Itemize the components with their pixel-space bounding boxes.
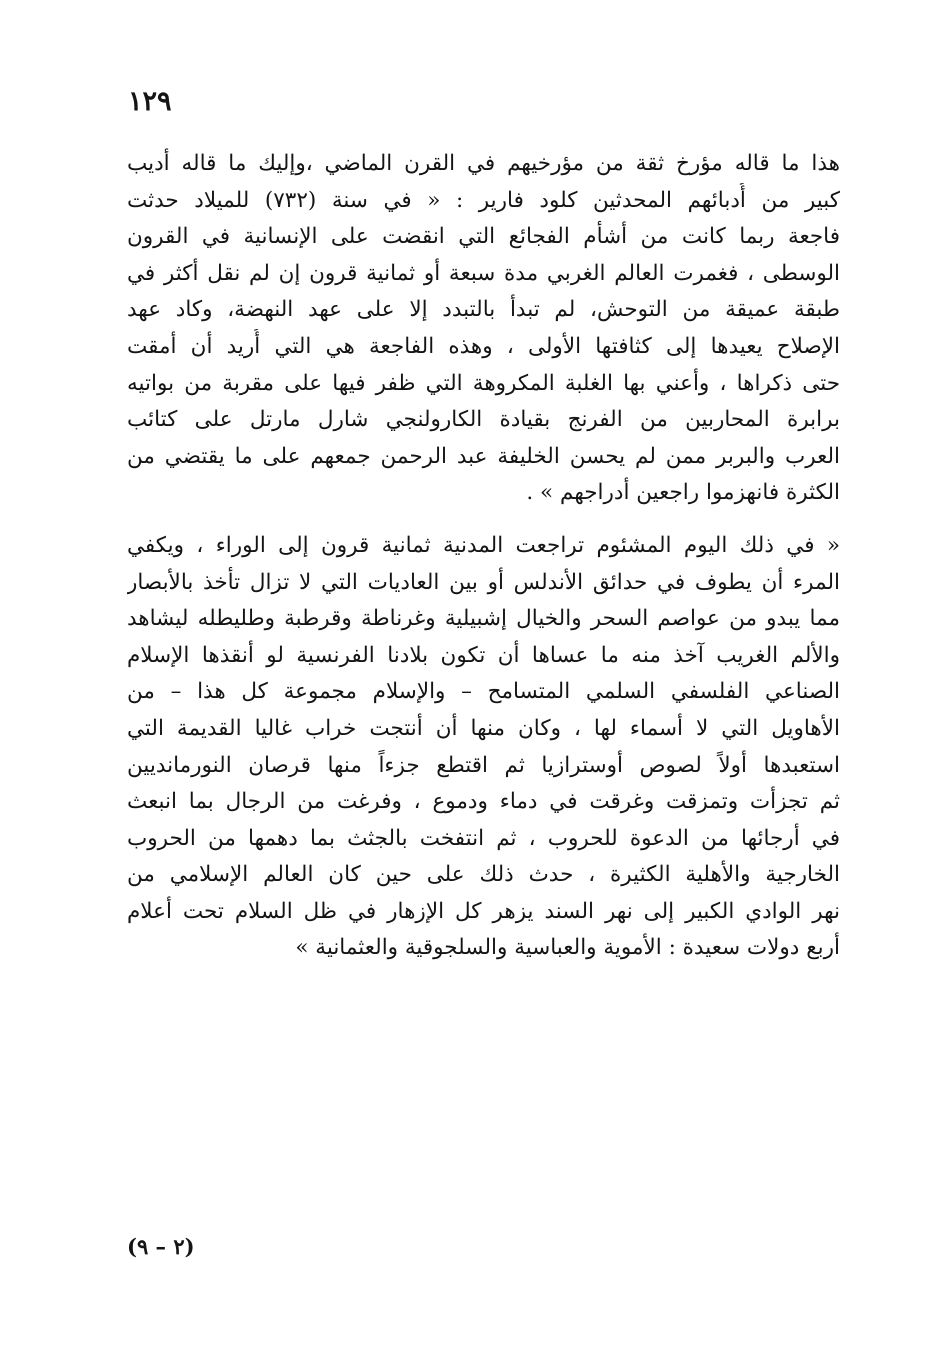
- text-line: والألم الغريب آخذ منه ما عساها أن تكون بلادنا الفرنسية لو أنقذها الإسلام: [127, 642, 840, 668]
- text-line: في أرجائها من الدعوة للحروب ، ثم انتفخت بالجثث بما دهمها من الحروب: [127, 825, 840, 851]
- signature-mark: (٢ – ٩): [127, 1234, 195, 1259]
- text-line: برابرة المحاربين من الفرنج بقيادة الكارولنجي شارل مارتل على كتائب: [127, 407, 840, 433]
- text-line: العرب والبربر ممن لم يحسن الخليفة عبد الرحمن جمعهم على ما يقتضي من: [127, 443, 840, 469]
- text-line: المرء أن يطوف في حدائق الأندلس أو بين العاديات التي لا تزال تأخذ بالأبصار: [127, 569, 840, 595]
- body-text: [127, 146, 840, 967]
- text-line: حتى ذكراها ، وأعني بها الغلبة المكروهة التي ظفر فيها على مقربة من بواتيه: [127, 370, 840, 396]
- text-line: الخارجية والأهلية الكثيرة ، حدث ذلك على حين كان العالم الإسلامي من: [127, 862, 840, 888]
- text-line: طبقة عميقة من التوحش، لم تبدأ بالتبدد إلا على عهد النهضة، وكاد عهد: [127, 297, 840, 323]
- page-number: ١٢٩: [128, 86, 172, 117]
- text-line: الكثرة فانهزموا راجعين أدراجهم » .: [526, 480, 840, 506]
- text-line: أربع دولات سعيدة : الأموية والعباسية والسلجوقية والعثمانية »: [295, 935, 840, 961]
- text-line: الأهاويل التي لا أسماء لها ، وكان منها أن أنتجت خراب غاليا القديمة التي: [127, 715, 840, 741]
- text-line: الصناعي الفلسفي السلمي المتسامح – والإسلام مجموعة كل هذا – من: [127, 679, 840, 705]
- text-line: كبير من أُدبائهم المحدثين كلود فارير : « في سنة (٧٣٢) للميلاد حدثت: [127, 187, 840, 213]
- paragraph-1: [127, 146, 840, 512]
- text-line: مما يبدو من عواصم السحر والخيال إشبيلية وغرناطة وقرطبة وطليطله ليشاهد: [127, 606, 840, 632]
- text-line: « في ذلك اليوم المشئوم تراجعت المدنية ثمانية قرون إلى الوراء ، ويكفي: [127, 532, 840, 558]
- text-line: ثم تجزأت وتمزقت وغرقت في دماء ودموع ، وفرغت من الرجال بما انبعث: [127, 789, 840, 815]
- text-line: هذا ما قاله مؤرخ ثقة من مؤرخيهم في القرن الماضي ،وإليك ما قاله أديب: [127, 151, 840, 176]
- paragraph-2: [127, 528, 840, 967]
- text-line: نهر الوادي الكبير إلى نهر السند يزهر كل الإزهار في ظل السلام تحت أعلام: [127, 898, 840, 924]
- text-line: فاجعة ربما كانت من أشأم الفجائع التي انقضت على الإنسانية في القرون: [127, 224, 840, 250]
- text-line: الإصلاح يعيدها إلى كثافتها الأولى ، وهذه الفاجعة هي التي أُريد أن أمقت: [127, 333, 840, 359]
- text-line: استعبدها أولاً لصوص أوسترازيا ثم اقتطع جزءاً منها قرصان النورمانديين: [127, 752, 840, 778]
- paragraph-gap: [127, 512, 840, 528]
- text-line: الوسطى ، فغمرت العالم الغربي مدة سبعة أو ثمانية قرون إن لم نقل أكثر في: [127, 260, 840, 286]
